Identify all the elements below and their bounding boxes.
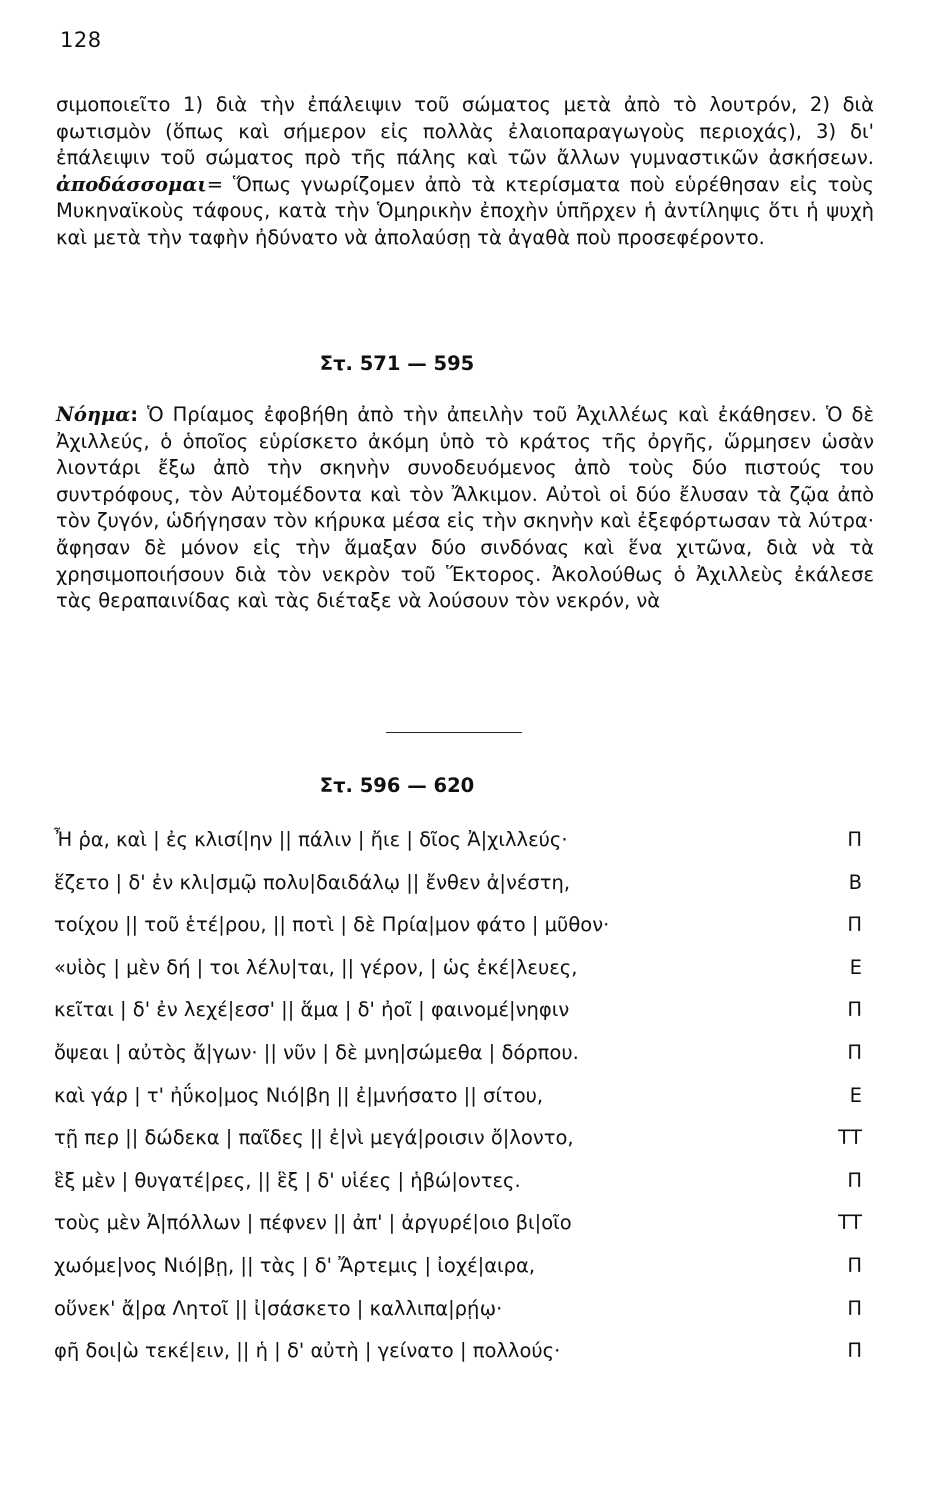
verse-line xyxy=(54,1169,862,1212)
verse-scansion-code: Π xyxy=(847,1339,862,1363)
verse-text: κεῖται | δ' ἐν λεχέ|εσσ' || ἅμα | δ' ἠοῖ | φαινομέ|νηφιν xyxy=(54,998,570,1022)
paragraph-text-after: Ὅπως γνωρίζομεν ἀπὸ τὰ κτερίσματα ποὺ εὑρέθησαν εἰς τοὺς Μυκηναϊκοὺς τάφους, κατὰ τὴν Ὁμηρικὴν ἐποχὴν ὑπῆρχεν ἡ ἀντίληψις ὅτι ἡ ψυχὴ καὶ μετὰ τὴν ταφὴν ἠδύνατο νὰ ἀπολαύσῃ τὰ ἀγαθὰ ποὺ προσεφέροντο. xyxy=(56,172,874,249)
verse-line xyxy=(54,1339,862,1382)
verse-text: τοίχου || τοῦ ἑτέ|ρου, || ποτὶ | δὲ Πρία|μον φάτο | μῦθον· xyxy=(54,913,610,937)
verse-scansion-code: Π xyxy=(847,828,862,851)
verse-text: «υἱὸς | μὲν δή | τοι λέλυ|ται, || γέρον, | ὡς ἐκέ|λευες, xyxy=(54,955,578,979)
verse-scansion-code: Β xyxy=(848,870,862,894)
page-number: 128 xyxy=(60,28,102,52)
commentary-paragraph xyxy=(56,92,874,252)
verse-line xyxy=(54,956,862,999)
verse-list xyxy=(54,828,862,1382)
summary-label: Νόημα xyxy=(56,403,131,426)
paragraph-text: σιμοποιεῖτο 1) διὰ τὴν ἐπάλειψιν τοῦ σώματος μετὰ ἀπὸ τὸ λουτρόν, 2) διὰ φωτισμὸν (ὅπως καὶ σήμερον εἰς πολλὰς ἐλαιοπαραγωγοὺς περιοχάς), 3) δι' ἐπάλειψιν τοῦ σώματος πρὸ τῆς πάλης καὶ τῶν ἄλλων γυμναστικῶν ἀσκήσεων. xyxy=(56,93,874,170)
verse-text: καὶ γάρ | τ' ἠΰκο|μος Νιό|βη || ἐ|μνήσατο || σίτου, xyxy=(54,1083,544,1107)
verse-scansion-code: Π xyxy=(847,1296,862,1320)
verse-line xyxy=(54,913,862,956)
verse-line xyxy=(54,1041,862,1084)
verse-line xyxy=(54,1126,862,1169)
verse-line xyxy=(54,1254,862,1297)
verse-line xyxy=(54,828,862,871)
verse-text: χωόμε|νος Νιό|βῃ, || τὰς | δ' Ἄρτεμις | ἰοχέ|αιρα, xyxy=(54,1253,536,1277)
verse-text: ὄψεαι | αὐτὸς ἄ|γων· || νῦν | δὲ μνη|σώμεθα | δόρπου. xyxy=(54,1040,579,1064)
summary-paragraph xyxy=(56,402,874,615)
verse-scansion-code: Π xyxy=(847,913,862,937)
summary-text: Ὁ Πρίαμος ἐφοβήθη ἀπὸ τὴν ἀπειλὴν τοῦ Ἀχιλλέως καὶ ἐκάθησεν. Ὁ δὲ Ἀχιλλεύς, ὁ ὁποῖος εὑρίσκετο ἀκόμη ὑπὸ τὸ κράτος τῆς ὀργῆς, ὥρμησεν ὡσὰν λιοντάρι ἔξω ἀπὸ τὴν σκηνὴν συνοδευόμενος ἀπὸ τοὺς δύο πιστούς του συντρόφους, τὸν Αὐτομέδοντα καὶ τὸν Ἄλκιμον. Αὐτοὶ οἱ δύο ἔλυσαν τὰ ζῷα ἀπὸ τὸν ζυγόν, ὡδήγησαν τὸν κήρυκα μέσα εἰς τὴν σκηνὴν καὶ ἐξεφόρτωσαν τὰ λύτρα· ἄφησαν δὲ μόνον εἰς τὴν ἅμαξαν δύο σινδόνας καὶ ἕνα χιτῶνα, διὰ νὰ τὰ χρησιμοποιήσουν διὰ τὸν νεκρὸν τοῦ Ἕκτορος. Ἀκολούθως ὁ Ἀχιλλεὺς ἐκάλεσε τὰς θεραπαινίδας καὶ τὰς διέταξε νὰ λούσουν τὸν νεκρόν, νὰ xyxy=(56,403,874,613)
verse-scansion-code: ΤΤ xyxy=(838,1126,862,1150)
section-divider xyxy=(386,732,522,733)
verse-scansion-code: ΤΤ xyxy=(838,1211,862,1235)
verse-text: τοὺς μὲν Ἀ|πόλλων | πέφνεν || ἀπ' | ἀργυρέ|οιο βι|οῖο xyxy=(54,1211,572,1235)
verse-text: οὕνεκ' ἄ|ρα Λητοῖ || ἰ|σάσκετο | καλλιπα|ρῄῳ· xyxy=(54,1296,503,1320)
verse-scansion-code: Π xyxy=(847,1168,862,1192)
verse-scansion-code: Ε xyxy=(849,1083,862,1107)
verse-line xyxy=(54,1211,862,1254)
verse-line xyxy=(54,998,862,1041)
verse-scansion-code: Π xyxy=(847,998,862,1022)
verse-scansion-code: Π xyxy=(847,1253,862,1277)
lemma-term: ἀποδάσσομαι xyxy=(56,172,207,196)
verse-text: ἓξ μὲν | θυγατέ|ρες, || ἓξ | δ' υἱέες | ἡβώ|οντες. xyxy=(54,1168,521,1192)
section-heading-596-620: Στ. 596 — 620 xyxy=(319,774,475,797)
verse-text: ἕζετο | δ' ἐν κλι|σμῷ πολυ|δαιδάλῳ || ἔνθεν ἀ|νέστη, xyxy=(54,870,571,894)
summary-label-colon: : xyxy=(130,403,139,426)
lemma-equals: = xyxy=(206,172,224,196)
verse-text: τῇ περ || δώδεκα | παῖδες || ἐ|νὶ μεγά|ροισιν ὄ|λοντο, xyxy=(54,1126,574,1150)
verse-line xyxy=(54,1084,862,1127)
verse-text: Ἦ ῥα, καὶ | ἐς κλισί|ην || πάλιν | ἤιε | δῖος Ἀ|χιλλεύς· xyxy=(54,828,568,851)
verse-scansion-code: Π xyxy=(847,1040,862,1064)
section-heading-571-595: Στ. 571 — 595 xyxy=(319,352,475,375)
verse-line xyxy=(54,1297,862,1340)
verse-scansion-code: Ε xyxy=(849,955,862,979)
verse-line xyxy=(54,871,862,914)
verse-text: φῆ δοι|ὼ τεκέ|ειν, || ἡ | δ' αὐτὴ | γείνατο | πολλούς· xyxy=(54,1339,561,1363)
